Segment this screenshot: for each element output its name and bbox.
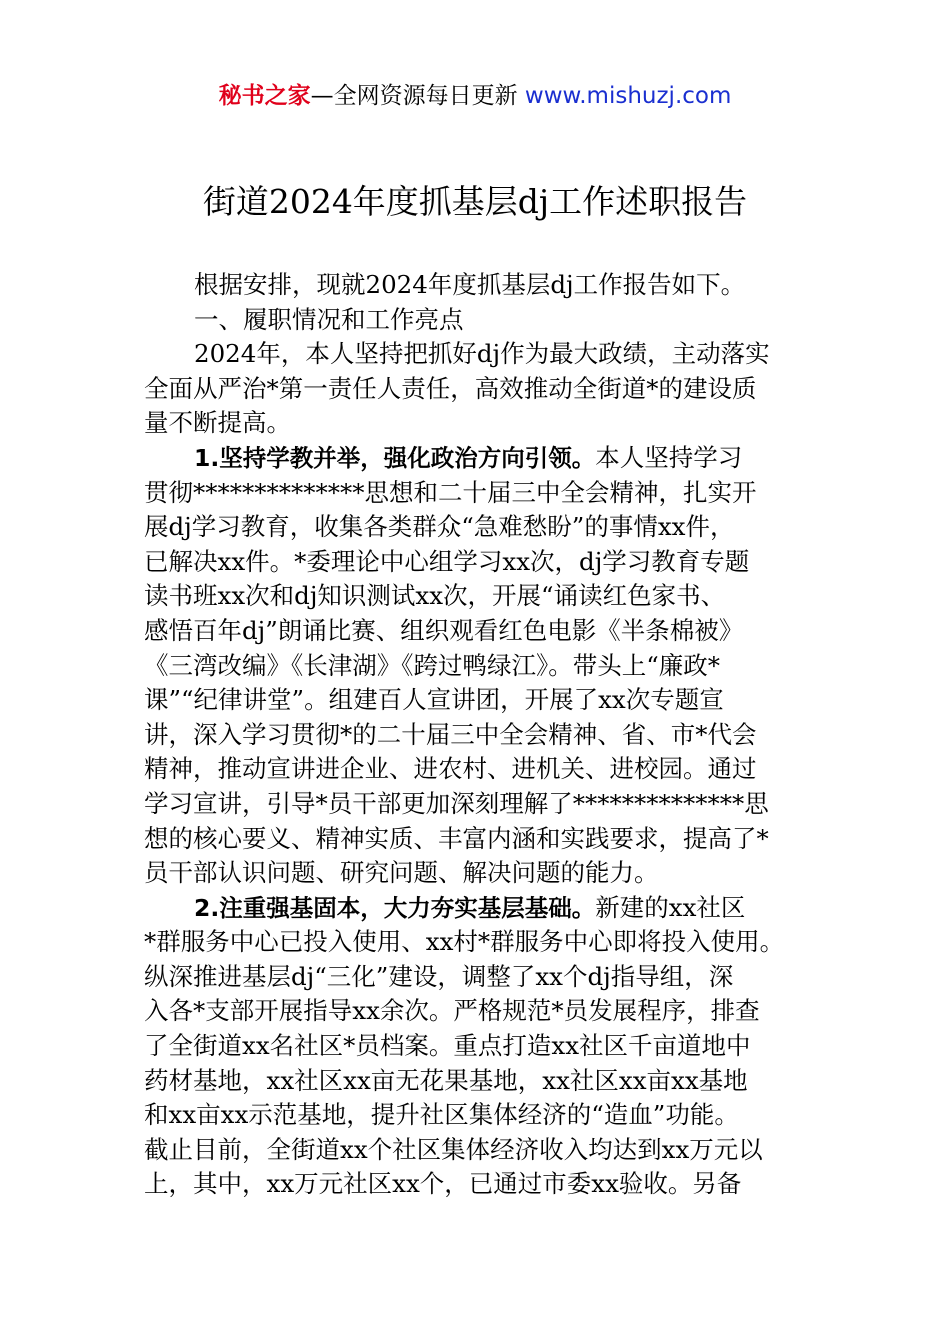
body-line-text: 贯彻**************思想和二十届三中全会精神，扎实开 (144, 477, 757, 507)
body-line-text: 感悟百年dj”朗诵比赛、组织观看红色电影《半条棉被》 (144, 615, 744, 645)
body-line-text: 已解决xx件。*委理论中心组学习xx次，dj学习教育专题 (144, 546, 750, 576)
body-line-text: 讲，深入学习贯彻*的二十届三中全会精神、省、市*代会 (144, 719, 757, 749)
body-line (144, 1167, 812, 1202)
body-line-text: 全面从严治*第一责任人责任，高效推动全街道*的建设质 (144, 373, 757, 403)
body-line-text: 精神，推动宣讲进企业、进农村、进机关、进校园。通过 (144, 754, 757, 784)
body-line (144, 925, 812, 960)
header-tagline: —全网资源每日更新 (310, 83, 525, 109)
body-line (144, 1133, 812, 1168)
body-line-text: 想的核心要义、精神实质、丰富内涵和实践要求，提高了* (144, 823, 769, 853)
body-line (144, 649, 812, 684)
body-line (144, 406, 812, 441)
body-line (144, 752, 812, 787)
site-header-banner (0, 79, 950, 113)
body-line (144, 1098, 812, 1133)
body-line (144, 268, 812, 303)
section-lead-heading: 2.注重强基固本，大力夯实基层基础。 (194, 893, 596, 922)
body-line (144, 303, 812, 338)
body-line (144, 372, 812, 407)
body-line (144, 441, 812, 476)
body-line (144, 787, 812, 822)
body-line (144, 510, 812, 545)
body-line-text: 2024年，本人坚持把抓好dj作为最大政绩，主动落实 (194, 339, 770, 369)
body-line (144, 476, 812, 511)
body-line-text: 药材基地，xx社区xx亩无花果基地，xx社区xx亩xx基地 (144, 1065, 748, 1095)
body-line-text: 一、履职情况和工作亮点 (194, 304, 464, 334)
body-line (144, 1029, 812, 1064)
body-line (144, 1064, 812, 1099)
body-line (144, 579, 812, 614)
body-line-text: 根据安排，现就2024年度抓基层dj工作报告如下。 (194, 270, 746, 299)
body-line (144, 994, 812, 1029)
body-line-text: 本人坚持学习 (595, 442, 743, 472)
body-line-text: 展dj学习教育，收集各类群众“急难愁盼”的事情xx件， (144, 512, 735, 542)
body-line-text: 新建的xx社区 (595, 892, 746, 922)
body-line (144, 822, 812, 857)
site-url-link[interactable]: www.mishuzj.com (524, 83, 732, 109)
body-line-text: 入各*支部开展指导xx余次。严格规范*员发展程序，排查 (144, 996, 760, 1026)
body-line (144, 545, 812, 580)
document-title: 街道2024年度抓基层dj工作述职报告 (202, 182, 748, 221)
body-line (144, 718, 812, 753)
section-lead-heading: 1.坚持学教并举，强化政治方向引领。 (194, 443, 596, 472)
document-body (144, 268, 812, 1202)
body-line-text: 员干部认识问题、研究问题、解决问题的能力。 (144, 858, 659, 888)
body-line (144, 614, 812, 649)
body-line (144, 960, 812, 995)
body-line (144, 337, 812, 372)
body-line-text: 《三湾改编》《长津湖》《跨过鸭绿江》。带头上“廉政* (144, 650, 721, 680)
body-line (144, 856, 812, 891)
body-line-text: 和xx亩xx示范基地，提升社区集体经济的“造血”功能。 (144, 1100, 739, 1130)
body-line-text: 上，其中，xx万元社区xx个，已通过市委xx验收。另备 (144, 1169, 742, 1199)
body-line-text: 截止目前，全街道xx个社区集体经济收入均达到xx万元以 (144, 1134, 763, 1164)
body-line-text: *群服务中心已投入使用、xx村*群服务中心即将投入使用。 (144, 927, 785, 957)
body-line (144, 683, 812, 718)
body-line (144, 891, 812, 926)
body-line-text: 学习宣讲，引导*员干部更加深刻理解了**************思 (144, 788, 769, 818)
body-line-text: 了全街道xx名社区*员档案。重点打造xx社区千亩道地中 (144, 1031, 751, 1061)
body-line-text: 读书班xx次和dj知识测试xx次，开展“诵读红色家书、 (144, 581, 726, 611)
brand-name: 秘书之家 (218, 83, 311, 109)
body-line-text: 纵深推进基层dj“三化”建设，调整了xx个dj指导组，深 (144, 961, 734, 991)
body-line-text: 课”“纪律讲堂”。组建百人宣讲团，开展了xx次专题宣 (144, 685, 724, 715)
body-line-text: 量不断提高。 (144, 408, 291, 438)
